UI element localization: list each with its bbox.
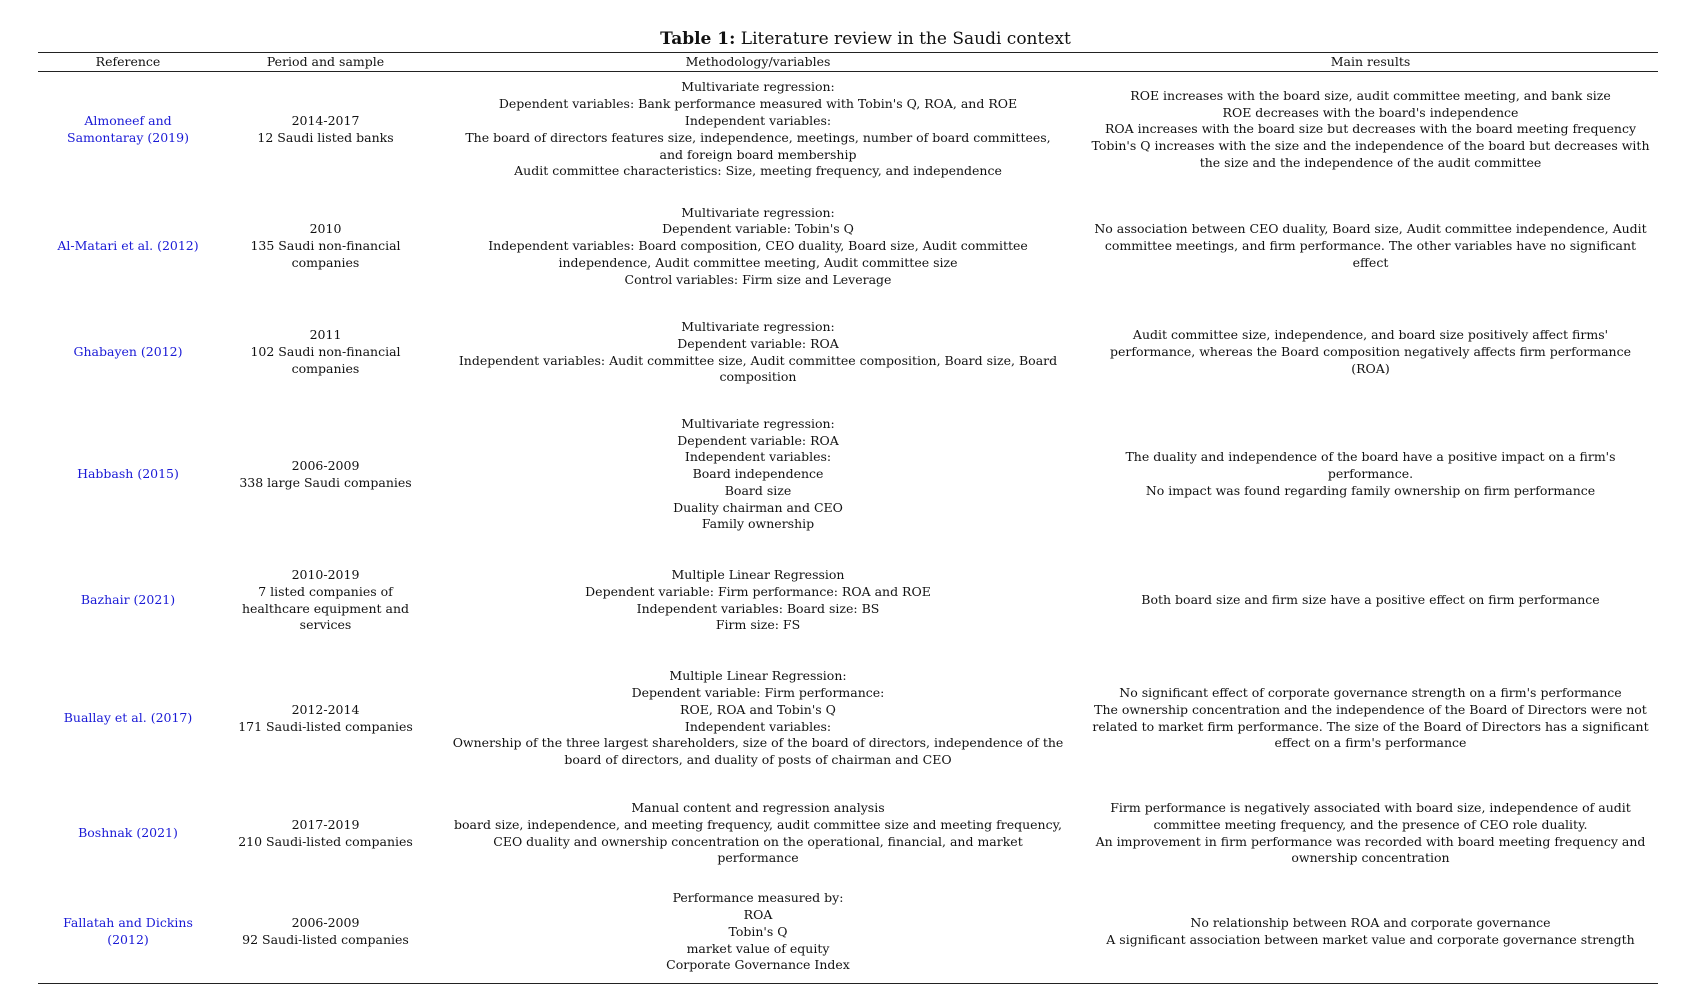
results-line: Both board size and firm size have a positive effect on firm performance xyxy=(1141,592,1600,608)
results-cell xyxy=(1083,72,1658,188)
reference-line[interactable]: Al-Matari et al. (2012) xyxy=(57,238,199,254)
method-line: Independent variables: Board size: BS xyxy=(636,600,880,616)
table-row xyxy=(38,786,1658,882)
reference-cell xyxy=(38,652,218,786)
method-cell xyxy=(433,652,1083,786)
method-line: Multivariate regression: xyxy=(681,79,835,95)
method-line: Dependent variable: Firm performance: xyxy=(631,684,885,700)
results-line: committee meetings, and firm performance. The other variables have no significant xyxy=(1104,238,1637,254)
method-cell xyxy=(433,882,1083,984)
period-cell xyxy=(218,882,433,984)
method-line: ROA xyxy=(743,907,773,923)
method-line: composition xyxy=(719,369,797,385)
results-line: Firm performance is negatively associated with board size, independence of audit xyxy=(1110,799,1631,815)
reference-cell xyxy=(38,306,218,400)
reference-cell xyxy=(38,72,218,188)
results-cell xyxy=(1083,786,1658,882)
table-row xyxy=(38,652,1658,786)
method-cell xyxy=(433,188,1083,306)
table-caption xyxy=(38,28,1658,50)
results-line: ROE increases with the board size, audit committee meeting, and bank size xyxy=(1130,87,1611,103)
results-line: the size and the independence of the audit committee xyxy=(1199,154,1542,170)
method-line: Dependent variables: Bank performance measured with Tobin's Q, ROA, and ROE xyxy=(498,96,1018,112)
results-cell xyxy=(1083,550,1658,652)
method-line: board size, independence, and meeting frequency, audit committee size and meeting frequency, xyxy=(454,816,1062,832)
results-line: A significant association between market value and corporate governance strength xyxy=(1106,932,1635,948)
reference-line[interactable]: Ghabayen (2012) xyxy=(73,344,183,360)
period-line: companies xyxy=(291,360,360,376)
table-row xyxy=(38,550,1658,652)
method-line: board of directors, and duality of posts of chairman and CEO xyxy=(564,752,952,768)
method-line: Dependent variable: Tobin's Q xyxy=(662,221,854,237)
method-line: Independent variables: xyxy=(684,112,832,128)
header-methodology: Methodology/variables xyxy=(433,53,1083,72)
method-cell xyxy=(433,550,1083,652)
results-line: No association between CEO duality, Board size, Audit committee independence, Audit xyxy=(1094,221,1647,237)
method-line: Tobin's Q xyxy=(728,923,788,939)
method-line: Multiple Linear Regression: xyxy=(669,668,847,684)
results-cell xyxy=(1083,188,1658,306)
results-line: ROE decreases with the board's independence xyxy=(1222,104,1519,120)
document-page xyxy=(38,28,1658,984)
header-reference: Reference xyxy=(38,53,218,72)
reference-cell xyxy=(38,400,218,550)
method-line: Board independence xyxy=(692,466,824,482)
period-line: 2017-2019 xyxy=(291,816,360,832)
method-line: ROE, ROA and Tobin's Q xyxy=(680,701,836,717)
table-row xyxy=(38,306,1658,400)
period-cell xyxy=(218,188,433,306)
method-line: Manual content and regression analysis xyxy=(631,799,885,815)
table-caption-text: Literature review in the Saudi context xyxy=(735,29,1071,49)
header-period-sample: Period and sample xyxy=(218,53,433,72)
table-row xyxy=(38,72,1658,188)
method-line: and foreign board membership xyxy=(659,146,857,162)
method-line: Control variables: Firm size and Leverage xyxy=(624,271,892,287)
period-line: 92 Saudi-listed companies xyxy=(242,932,409,948)
reference-cell xyxy=(38,882,218,984)
period-line: 135 Saudi non-financial xyxy=(250,238,401,254)
period-line: companies xyxy=(291,254,360,270)
results-line: committee meeting frequency, and the presence of CEO role duality. xyxy=(1153,816,1588,832)
results-line: No relationship between ROA and corporate governance xyxy=(1190,915,1551,931)
method-line: Multiple Linear Regression xyxy=(671,566,845,582)
results-cell xyxy=(1083,882,1658,984)
method-line: Firm size: FS xyxy=(715,617,801,633)
period-line: healthcare equipment and xyxy=(241,600,410,616)
method-line: Dependent variable: ROA xyxy=(677,335,839,351)
method-line: Corporate Governance Index xyxy=(666,957,850,973)
table-caption-label: Table 1: xyxy=(660,29,736,49)
period-line: 171 Saudi-listed companies xyxy=(238,718,413,734)
reference-line[interactable]: Boshnak (2021) xyxy=(78,825,178,841)
method-line: Family ownership xyxy=(701,516,815,532)
reference-line[interactable]: Almoneef and xyxy=(84,112,172,128)
period-line: 102 Saudi non-financial xyxy=(250,344,401,360)
results-line: Tobin's Q increases with the size and the independence of the board but decreases with xyxy=(1091,138,1650,154)
method-line: Duality chairman and CEO xyxy=(673,499,843,515)
period-line: 210 Saudi-listed companies xyxy=(238,833,413,849)
period-line: 2011 xyxy=(309,327,342,343)
method-line: Independent variables: Board composition, CEO duality, Board size, Audit committee xyxy=(488,238,1028,254)
reference-line[interactable]: Samontaray (2019) xyxy=(67,129,189,145)
method-line: independence, Audit committee meeting, Audit committee size xyxy=(558,254,958,270)
reference-line[interactable]: Bazhair (2021) xyxy=(80,592,176,608)
method-line: The board of directors features size, independence, meetings, number of board committees, xyxy=(465,129,1051,145)
period-line: 2010 xyxy=(309,221,342,237)
reference-line[interactable]: Buallay et al. (2017) xyxy=(63,710,193,726)
table-body xyxy=(38,72,1658,984)
method-cell xyxy=(433,306,1083,400)
table-row xyxy=(38,882,1658,984)
method-line: Multivariate regression: xyxy=(681,318,835,334)
period-line: 2014-2017 xyxy=(291,112,360,128)
reference-cell xyxy=(38,786,218,882)
table-row xyxy=(38,188,1658,306)
results-line: No significant effect of corporate governance strength on a firm's performance xyxy=(1119,684,1622,700)
method-line: CEO duality and ownership concentration on the operational, financial, and market xyxy=(493,833,1023,849)
results-line: related to market firm performance. The size of the Board of Directors has a significant xyxy=(1092,718,1649,734)
period-line: 338 large Saudi companies xyxy=(239,474,412,490)
period-cell xyxy=(218,72,433,188)
method-line: Audit committee characteristics: Size, meeting frequency, and independence xyxy=(514,163,1002,179)
method-cell xyxy=(433,72,1083,188)
literature-review-table xyxy=(38,52,1658,984)
method-cell xyxy=(433,786,1083,882)
method-line: performance xyxy=(717,850,799,866)
results-line: effect on a firm's performance xyxy=(1274,735,1467,751)
method-line: Multivariate regression: xyxy=(681,415,835,431)
period-cell xyxy=(218,550,433,652)
method-line: Dependent variable: ROA xyxy=(677,432,839,448)
method-line: Independent variables: Audit committee size, Audit committee composition, Board size, Board xyxy=(458,352,1058,368)
results-line: The ownership concentration and the independence of the Board of Directors were not xyxy=(1094,701,1647,717)
results-line: The duality and independence of the board have a positive impact on a firm's xyxy=(1125,449,1616,465)
reference-line[interactable]: (2012) xyxy=(107,932,149,948)
results-line: Audit committee size, independence, and board size positively affect firms' xyxy=(1132,327,1609,343)
results-line: (ROA) xyxy=(1351,360,1390,376)
period-line: 12 Saudi listed banks xyxy=(257,129,394,145)
results-line: performance, whereas the Board composition negatively affects firm performance xyxy=(1110,344,1631,360)
period-cell xyxy=(218,306,433,400)
results-line: ownership concentration xyxy=(1291,850,1450,866)
reference-line[interactable]: Fallatah and Dickins xyxy=(63,915,193,931)
reference-cell xyxy=(38,550,218,652)
method-line: Independent variables: xyxy=(684,449,832,465)
method-line: Ownership of the three largest shareholders, size of the board of directors, independence of the xyxy=(452,735,1064,751)
period-line: 2012-2014 xyxy=(291,701,360,717)
method-line: Independent variables: xyxy=(684,718,832,734)
reference-line[interactable]: Habbash (2015) xyxy=(77,466,179,482)
method-cell xyxy=(433,400,1083,550)
period-line: 7 listed companies of xyxy=(258,583,393,599)
header-main-results: Main results xyxy=(1083,53,1658,72)
table-header-row xyxy=(38,53,1658,72)
period-cell xyxy=(218,652,433,786)
results-cell xyxy=(1083,652,1658,786)
results-line: performance. xyxy=(1327,466,1414,482)
period-cell xyxy=(218,786,433,882)
method-line: Multivariate regression: xyxy=(681,204,835,220)
method-line: market value of equity xyxy=(686,940,830,956)
period-line: services xyxy=(299,617,352,633)
results-line: No impact was found regarding family ownership on firm performance xyxy=(1145,482,1596,498)
results-cell xyxy=(1083,306,1658,400)
results-line: ROA increases with the board size but decreases with the board meeting frequency xyxy=(1104,121,1637,137)
results-cell xyxy=(1083,400,1658,550)
reference-cell xyxy=(38,188,218,306)
results-line: effect xyxy=(1352,254,1389,270)
results-line: An improvement in firm performance was recorded with board meeting frequency and xyxy=(1095,833,1646,849)
period-line: 2006-2009 xyxy=(291,915,360,931)
method-line: Dependent variable: Firm performance: ROA and ROE xyxy=(585,583,931,599)
period-line: 2010-2019 xyxy=(291,566,360,582)
period-cell xyxy=(218,400,433,550)
table-row xyxy=(38,400,1658,550)
method-line: Board size xyxy=(724,482,792,498)
method-line: Performance measured by: xyxy=(672,890,844,906)
period-line: 2006-2009 xyxy=(291,457,360,473)
